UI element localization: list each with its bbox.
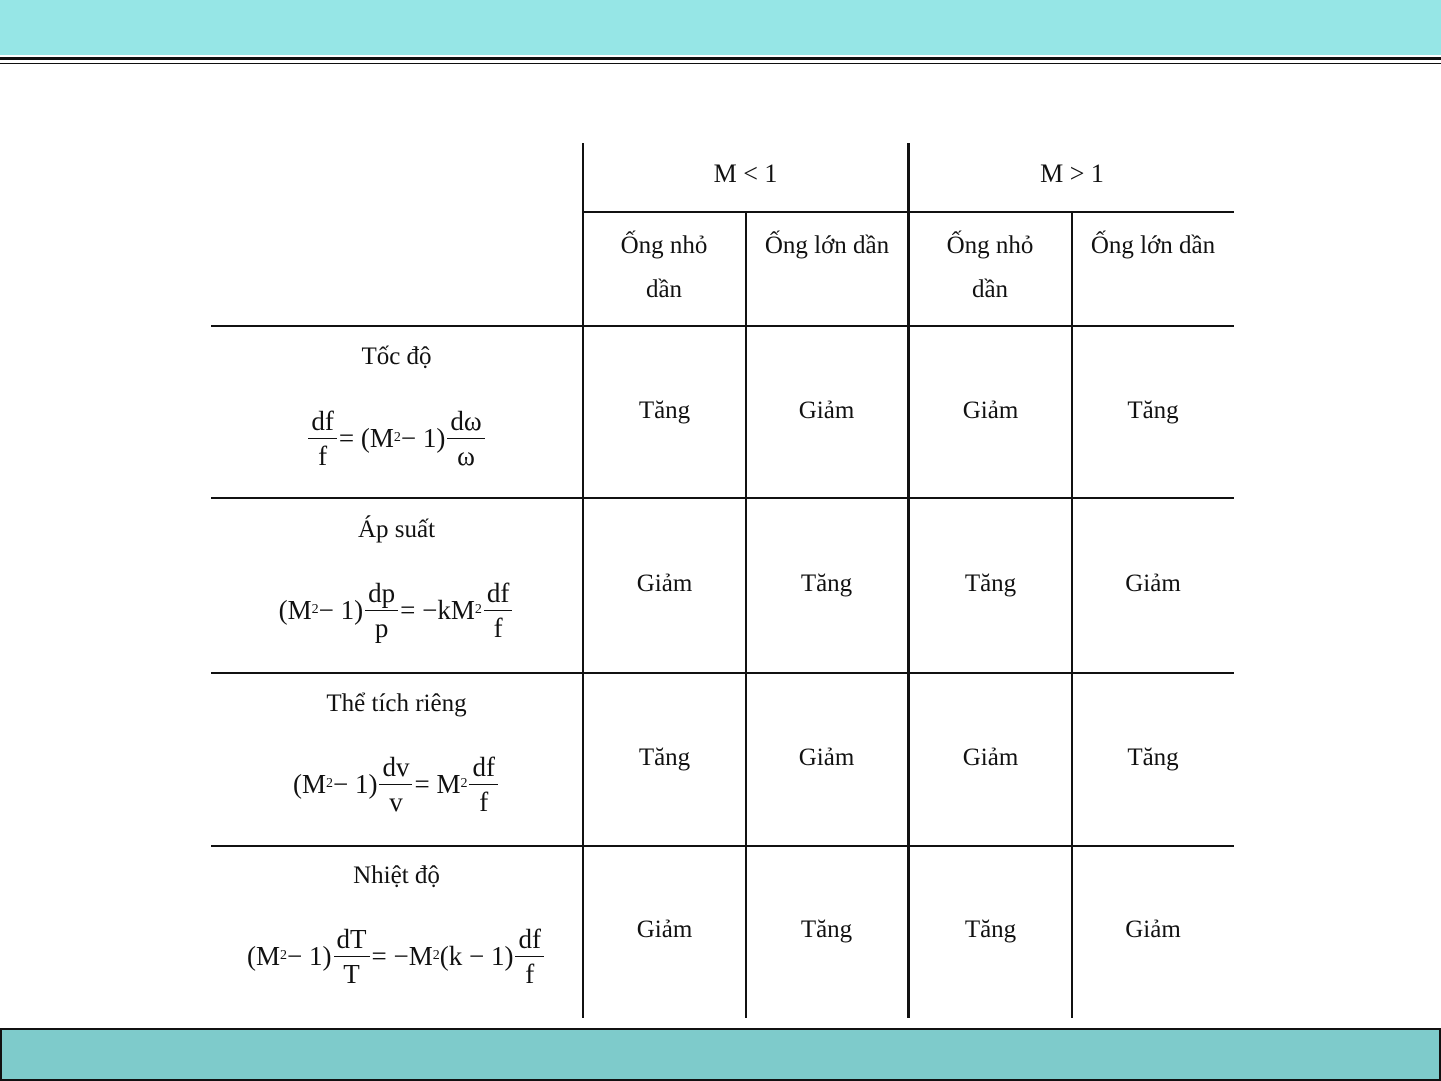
table-hline	[211, 845, 1234, 847]
row-label-specific-volume: Thể tích riêng	[326, 690, 467, 717]
formula-specific-volume: (M 2 − 1) $\frac{dv}{v}$ = M 2 $\frac{df}{f}$	[211, 748, 582, 820]
header-rule	[0, 57, 1441, 60]
value-cell: Giảm	[798, 744, 855, 771]
value-cell: Giảm	[1125, 570, 1181, 597]
formula-pressure: (M 2 − 1) $\frac{dp}{p}$ = −kM 2 $\frac{df}{f}$	[211, 574, 582, 646]
col-header-diverging-2: Ống lớn dần	[1090, 232, 1216, 259]
value-cell: Giảm	[798, 397, 855, 424]
row-label-pressure: Áp suất	[357, 516, 436, 543]
value-cell: Tăng	[638, 397, 691, 424]
value-cell: Tăng	[964, 916, 1017, 943]
formula-velocity: $\frac{df}{f}$ = (M 2 − 1) $\frac{d\omega}{\omega}$	[211, 402, 582, 474]
header-rule-thin	[0, 63, 1441, 64]
value-cell: Tăng	[1127, 744, 1179, 771]
group-header-supersonic: M > 1	[1040, 159, 1104, 188]
footer-band	[0, 1028, 1441, 1081]
table-vline	[1071, 212, 1073, 1018]
value-cell: Giảm	[636, 570, 693, 597]
value-cell: Giảm	[636, 916, 693, 943]
header-band	[0, 0, 1441, 55]
row-label-temperature: Nhiệt độ	[353, 862, 440, 889]
formula-temperature: (M 2 − 1) $\frac{dT}{T}$ = −M 2 (k − 1) $\frac{df}{f}$	[211, 920, 582, 992]
value-cell: Tăng	[800, 570, 853, 597]
value-cell: Tăng	[964, 570, 1017, 597]
value-cell: Tăng	[1127, 397, 1179, 424]
table-hline	[211, 497, 1234, 499]
col-header-converging-2: Ống nhỏ dần	[946, 232, 1034, 303]
table-hline	[211, 325, 1234, 327]
table-vline	[745, 212, 747, 1018]
group-header-subsonic: M < 1	[713, 159, 778, 188]
value-cell: Giảm	[1125, 916, 1181, 943]
value-cell: Tăng	[800, 916, 853, 943]
value-cell: Giảm	[962, 744, 1019, 771]
table-hline	[211, 672, 1234, 674]
row-label-velocity: Tốc độ	[361, 343, 432, 370]
col-header-converging-1: Ống nhỏ dần	[620, 232, 708, 303]
value-cell: Giảm	[962, 397, 1019, 424]
table-hline	[583, 211, 1234, 213]
col-header-diverging-1: Ống lớn dần	[764, 232, 890, 259]
value-cell: Tăng	[638, 744, 691, 771]
